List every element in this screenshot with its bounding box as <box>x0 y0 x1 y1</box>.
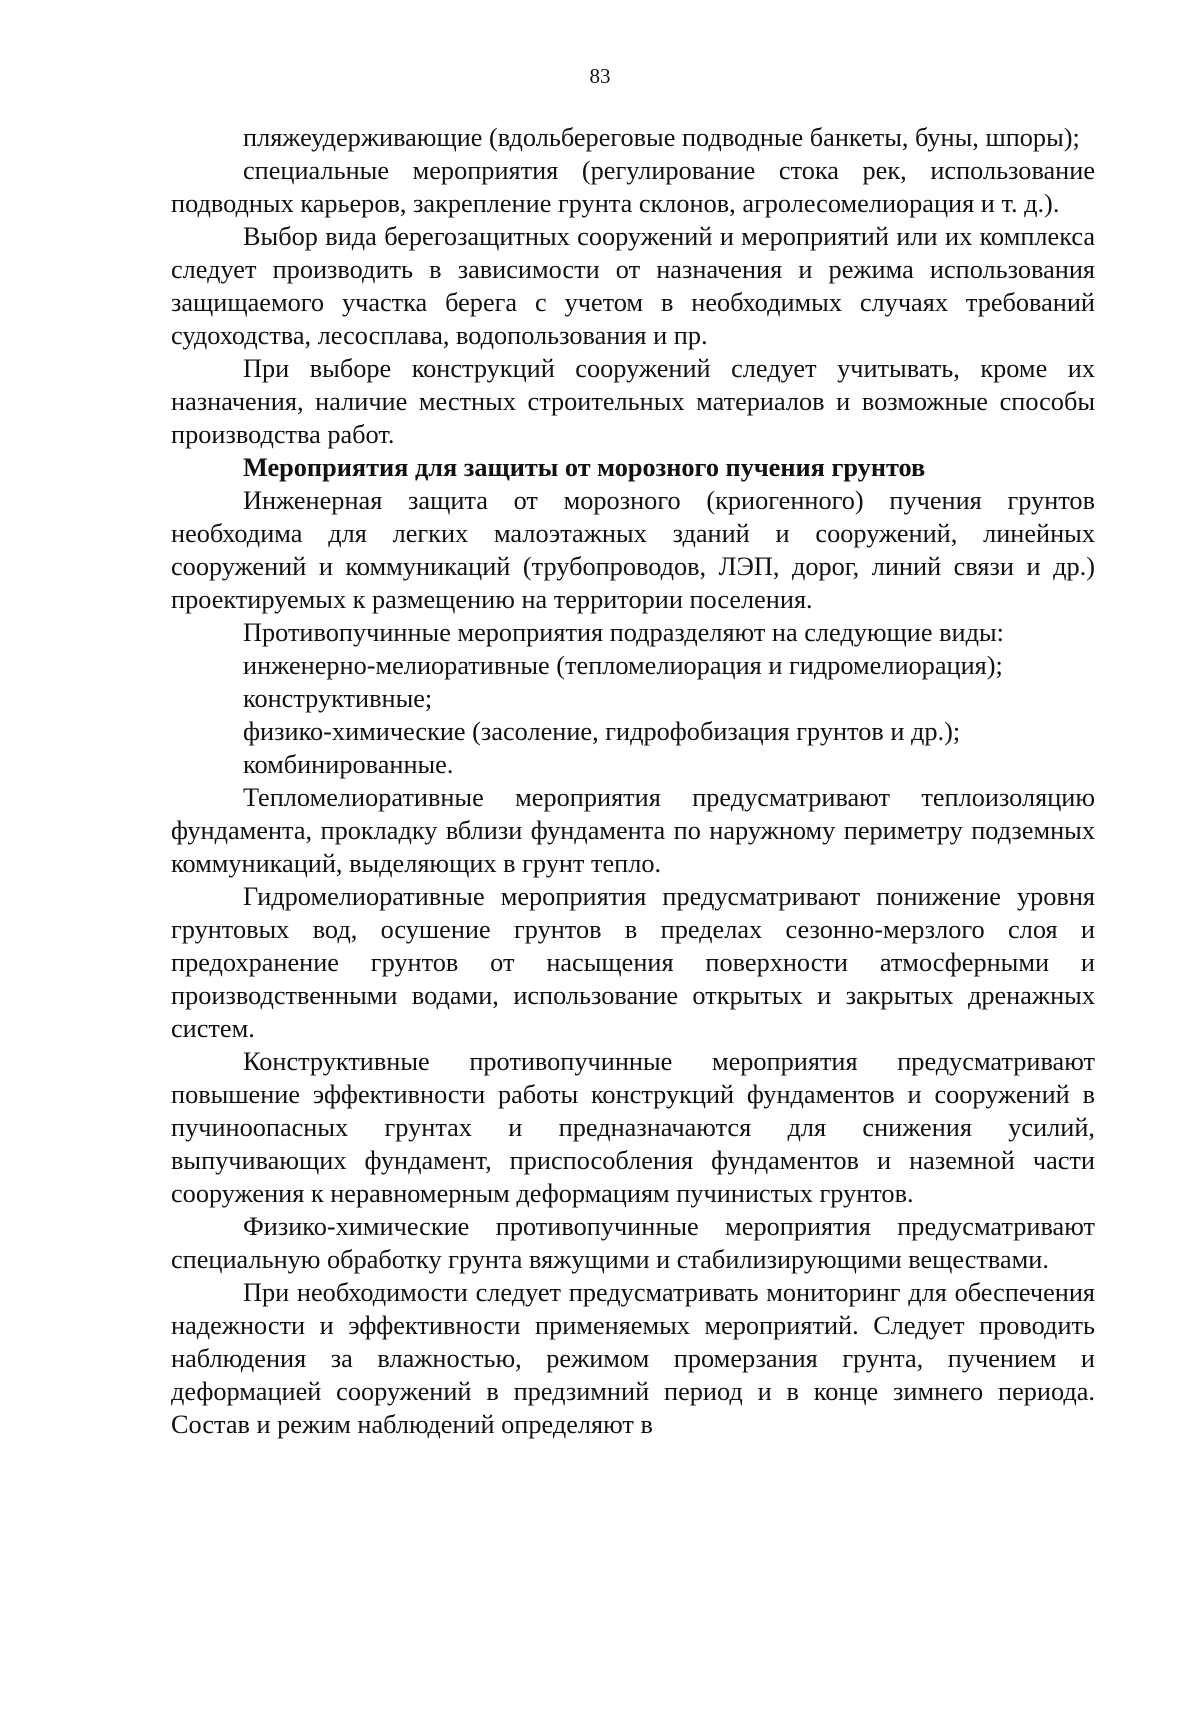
list-item-engineering-melioration: инженерно-мелиоративные (тепломелиорация и гидромелиорация); <box>243 651 1003 680</box>
paragraph-measure-types: Противопучинные мероприятия подразделяют на следующие виды: <box>243 618 1004 647</box>
paragraph-special-measures: специальные мероприятия (регулирование стока рек, использование подводных карьеров, закрепление грунта склонов, агролесомелиорация и т. д.). <box>171 156 1095 218</box>
list-item-combined: комбинированные. <box>243 750 454 779</box>
paragraph-monitoring: При необходимости следует предусматривать мониторинг для обеспечения надежности и эффективности применяемых мероприятий. Следует проводить наблюдения за влажностью, режимом промерзания грунта, пучением и деформацией сооружений в предзимний период и в конце зимнего периода. Состав и режим наблюдений определяют в <box>171 1278 1095 1439</box>
list-item-constructive: конструктивные; <box>243 684 433 713</box>
section-heading-frost-heave: Мероприятия для защиты от морозного пучения грунтов <box>243 453 926 482</box>
paragraph-physico-chemical-measures: Физико-химические противопучинные мероприятия предусматривают специальную обработку грунта вяжущими и стабилизирующими веществами. <box>171 1212 1095 1274</box>
page-number: 83 <box>589 64 611 88</box>
list-item-physico-chemical: физико-химические (засоление, гидрофобизация грунтов и др.); <box>243 717 961 746</box>
paragraph-hydro-melioration: Гидромелиоративные мероприятия предусматривают понижение уровня грунтовых вод, осушение грунтов в пределах сезонно-мерзлого слоя и предохранение грунтов от насыщения поверхности атмосферными и производственными водами, использование открытых и закрытых дренажных систем. <box>171 882 1095 1043</box>
paragraph-beach-retaining: пляжеудерживающие (вдольбереговые подводные банкеты, буны, шпоры); <box>243 123 1080 152</box>
paragraph-engineering-protection: Инженерная защита от морозного (криогенного) пучения грунтов необходима для легких малоэтажных зданий и сооружений, линейных сооружений и коммуникаций (трубопроводов, ЛЭП, дорог, линий связи и др.) проектируемых к размещению на территории поселения. <box>171 486 1095 614</box>
paragraph-thermal-melioration: Тепломелиоративные мероприятия предусматривают теплоизоляцию фундамента, прокладку вблизи фундамента по наружному периметру подземных коммуникаций, выделяющих в грунт тепло. <box>171 783 1095 878</box>
text-body <box>171 121 1095 1441</box>
paragraph-constructive-measures: Конструктивные противопучинные мероприятия предусматривают повышение эффективности работы конструкций фундаментов и сооружений в пучиноопасных грунтах и предназначаются для снижения усилий, выпучивающих фундамент, приспособления фундаментов и наземной части сооружения к неравномерным деформациям пучинистых грунтов. <box>171 1047 1095 1208</box>
paragraph-construction-choice: При выборе конструкций сооружений следует учитывать, кроме их назначения, наличие местных строительных материалов и возможные способы производства работ. <box>171 354 1095 449</box>
paragraph-structure-choice: Выбор вида берегозащитных сооружений и мероприятий или их комплекса следует производить в зависимости от назначения и режима использования защищаемого участка берега с учетом в необходимых случаях требований судоходства, лесосплава, водопользования и пр. <box>171 222 1095 350</box>
